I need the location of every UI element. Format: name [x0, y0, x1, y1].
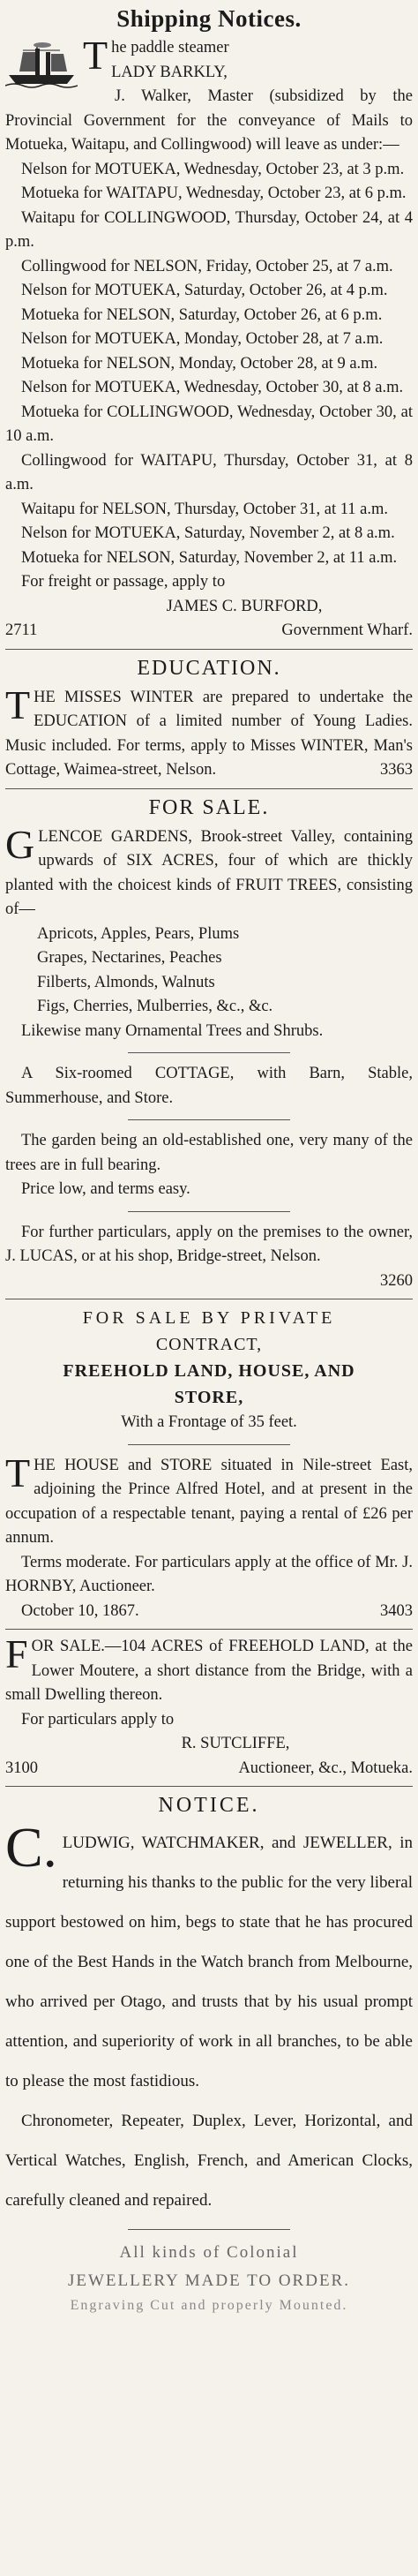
price: Price low, and terms easy.	[21, 1180, 190, 1198]
schedule-item: Motueka for COLLINGWOOD, Wednesday, October 30, at 10 a.m.	[5, 403, 413, 445]
lady-barkly-block	[5, 33, 413, 158]
freight-apply: For freight or passage, apply to	[21, 573, 226, 591]
notice-title: NOTICE.	[158, 1794, 260, 1817]
frontage: With a Frontage of 35 feet.	[121, 1413, 297, 1431]
ship-name: LADY BARKLY,	[111, 63, 228, 81]
education-notice	[5, 657, 413, 783]
for-sale-text: LENCOE GARDENS, Brook-street Valley, containing upwards of SIX ACRES, four of which are thickly planted with the choicest kinds of FRUIT TREES, consisting of—	[5, 827, 413, 918]
divider	[5, 649, 413, 650]
notice-jewellery: JEWELLERY MADE TO ORDER.	[68, 2271, 350, 2290]
schedule-item: Motueka for WAITAPU, Wednesday, October 23, at 6 p.m.	[21, 185, 407, 202]
steamship-icon	[5, 40, 78, 89]
garden: The garden being an old-established one, very many of the trees are in full bearing.	[5, 1132, 413, 1174]
schedule-item: Collingwood for NELSON, Friday, October 25, at 7 a.m.	[21, 257, 393, 275]
schedule-list	[5, 158, 413, 571]
schedule-item: Waitapu for NELSON, Thursday, October 31, at 11 a.m.	[21, 500, 389, 518]
schedule-item: Nelson for MOTUEKA, Wednesday, October 30, at 8 a.m.	[21, 379, 404, 396]
notice-colonial: All kinds of Colonial	[119, 2243, 299, 2262]
schedule-item: Collingwood for WAITAPU, Thursday, October 31, at 8 a.m.	[5, 451, 413, 493]
tree-item: Figs, Cherries, Mulberries, &c., &c.	[37, 998, 273, 1015]
schedule-item: Motueka for NELSON, Monday, October 28, at 9 a.m.	[21, 354, 378, 373]
divider	[5, 1629, 413, 1630]
acres-role: Auctioneer, &c., Motueka.	[238, 1759, 413, 1777]
ludwig-notice	[5, 1794, 413, 2316]
education-text: HE MISSES WINTER are prepared to undertake the EDUCATION of a limited number of Young Ladies. Music included. For terms, apply to Misses WINTER, Man's Cottage, Waimea-street, Nelson.	[5, 688, 413, 779]
ad-number: 2711	[5, 621, 38, 639]
contract-title-1: FOR SALE BY PRIVATE	[82, 1308, 336, 1328]
divider	[128, 1444, 291, 1445]
shipping-notice	[5, 33, 413, 644]
ad-number: 3260	[380, 1271, 413, 1290]
schedule-item: Motueka for NELSON, Saturday, October 26, at 6 p.m.	[21, 305, 383, 324]
contract-terms: Terms moderate. For particulars apply at the office of Mr. J. HORNBY, Auctioneer.	[5, 1553, 413, 1595]
notice-text: LUDWIG, WATCHMAKER, and JEWELLER, in returning his thanks to the public for the very liberal support bestowed on him, begs to state that he has procured one of the Best Hands in the Watch branch from Melbourne, who arrived per Otago, and trusts that by his usual prompt attention, and superiority of work in all branches, to be able to please the most fastidious.	[5, 1834, 413, 2090]
contract-title-2: CONTRACT,	[155, 1335, 263, 1354]
for-sale-title: FOR SALE.	[148, 795, 270, 819]
schedule-item: Waitapu for COLLINGWOOD, Thursday, October 24, at 4 p.m.	[5, 208, 413, 251]
acres-apply: For particulars apply to	[21, 1710, 175, 1729]
ad-number: 3100	[5, 1759, 38, 1777]
particulars: For further particulars, apply on the premises to the owner, J. LUCAS, or at his shop, Bridge-street, Nelson.	[5, 1223, 413, 1265]
contract-title-4: STORE,	[174, 1388, 244, 1407]
contract-date: October 10, 1867.	[21, 1601, 139, 1620]
agent-place: Government Wharf.	[281, 621, 413, 639]
private-contract-notice	[5, 1305, 413, 1623]
contract-text: HE HOUSE and STORE situated in Nile-street East, adjoining the Prince Alfred Hotel, and at present in the occupation of a respectable tenant, paying a rental of £26 per annum.	[5, 1456, 413, 1547]
drop-cap-f: F	[5, 1631, 28, 1676]
drop-cap-c: C.	[5, 1816, 57, 1879]
divider	[128, 2229, 291, 2230]
agent-name: JAMES C. BURFORD,	[166, 597, 323, 615]
divider	[128, 1052, 291, 1053]
tree-item: Grapes, Nectarines, Peaches	[37, 949, 222, 967]
intro-text: he paddle steamer	[111, 39, 229, 56]
page-header: Shipping Notices.	[116, 5, 302, 32]
acres-name: R. SUTCLIFFE,	[181, 1735, 290, 1752]
likewise: Likewise many Ornamental Trees and Shrubs.	[21, 1021, 324, 1040]
tree-item: Filberts, Almonds, Walnuts	[37, 973, 215, 991]
divider	[128, 1119, 291, 1120]
drop-cap-g: G	[5, 821, 35, 867]
drop-cap-t: T	[5, 682, 31, 727]
schedule-item: Motueka for NELSON, Saturday, November 2, at 11 a.m.	[21, 548, 398, 567]
divider	[128, 1211, 291, 1212]
notice-watches: Chronometer, Repeater, Duplex, Lever, Horizontal, and Vertical Watches, English, French, and American Clocks, carefully cleaned and repaired.	[5, 2112, 413, 2210]
divider	[5, 1786, 413, 1787]
ad-number: 3403	[380, 1601, 413, 1620]
drop-cap-t: T	[5, 1450, 31, 1495]
drop-cap-t: T	[83, 33, 108, 78]
schedule-item: Nelson for MOTUEKA, Wednesday, October 23, at 3 p.m.	[21, 160, 405, 178]
for-sale-notice	[5, 796, 413, 1294]
master-line: J. Walker, Master (subsidized by the Provincial Government for the conveyance of Mails to Motueka, Waitapu, and Collingwood) will leave as under:—	[5, 87, 413, 154]
tree-item: Apricots, Apples, Pears, Plums	[37, 924, 240, 943]
notice-faded: Engraving Cut and properly Mounted.	[70, 2298, 348, 2313]
ad-number: 3363	[380, 761, 413, 779]
acres-notice	[5, 1631, 413, 1781]
schedule-item: Nelson for MOTUEKA, Saturday, November 2, at 8 a.m.	[21, 524, 395, 542]
cottage: A Six-roomed COTTAGE, with Barn, Stable, Summerhouse, and Store.	[5, 1065, 413, 1107]
acres-text: OR SALE.—104 ACRES of FREEHOLD LAND, at the Lower Moutere, a short distance from the Bridge, with a small Dwelling thereon.	[5, 1638, 413, 1704]
schedule-item: Nelson for MOTUEKA, Monday, October 28, at 7 a.m.	[21, 330, 384, 348]
education-title: EDUCATION.	[137, 656, 281, 680]
schedule-item: Nelson for MOTUEKA, Saturday, October 26, at 4 p.m.	[21, 282, 388, 299]
contract-title-3: FREEHOLD LAND, HOUSE, AND	[63, 1361, 355, 1381]
divider	[5, 788, 413, 789]
